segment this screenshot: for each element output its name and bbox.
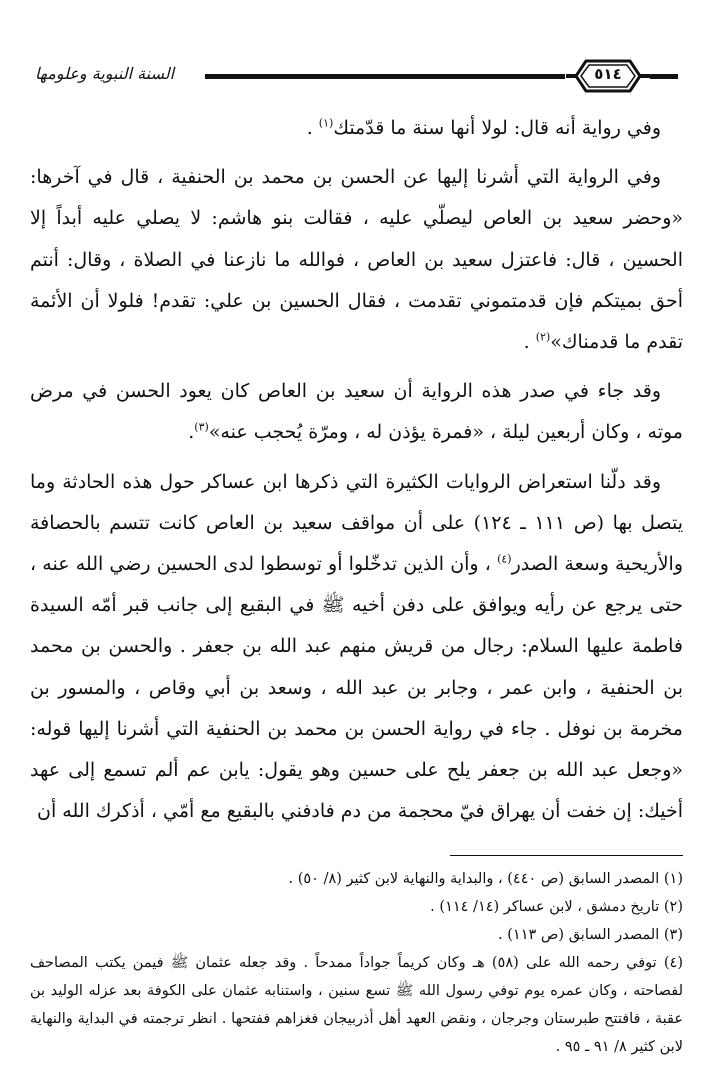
footnote-ref-1: (١) <box>318 116 334 130</box>
paragraph-1-end: . <box>306 117 319 139</box>
paragraph-4 <box>30 462 683 833</box>
paragraph-1 <box>30 108 683 149</box>
paragraph-3-end: . <box>188 421 195 444</box>
footnotes <box>30 865 683 1061</box>
paragraph-4-text-b: ، وأن الذين تدخّلوا أو توسطوا لدى الحسين رضي الله عنه ، حتى يرجع عن رأيه ويوافق على دفن أخيه ﷺ في البقيع إلى جانب قبر أمّه السيدة فاطمة عليها السلام: رجال من قريش منهم عبد الله بن جعفر . والحسن بن محمد بن الحنفية ، وابن عمر ، وجابر بن عبد الله ، وسعد بن أبي وقاص ، والمسور بن مخرمة بن نوفل . جاء في رواية الحسن بن محمد بن الحنفية التي أشرنا إليها قوله: «وجعل عبد الله بن جعفر يلح على حسين وهو يقول: يابن عم ألم تسمع إلى عهد أخيك: إن خفت أن يهراق فيّ محجمة من دم فادفني بالبقيع مع أمّي ، أذكرك الله أن <box>30 553 683 823</box>
paragraph-2-text: وفي الرواية التي أشرنا إليها عن الحسن بن محمد بن الحنفية ، قال في آخرها: «وحضر سعيد بن العاص ليصلّي عليه ، فقالت بنو هاشم: لا يصلي عليه أبداً إلا الحسين ، قال: فاعتزل سعيد بن العاص ، فوالله ما نازعنا في الصلاة ، وقال: أنتم أحق بميتكم فإن قدمتموني تقدمت ، فقال الحسين بن علي: تقدم! فلولا أن الأئمة تقدم ما قدمناك» <box>30 166 683 354</box>
footnote-separator <box>450 855 683 856</box>
paragraph-2 <box>30 157 683 363</box>
footnote-ref-2: (٢) <box>535 330 551 344</box>
footnote-2: (٢) تاريخ دمشق ، لابن عساكر (١٤/ ١١٤) . <box>430 899 683 915</box>
paragraph-4-text-a: وقد دلّنا استعراض الروايات الكثيرة التي ذكرها ابن عساكر حول هذه الحادثة وما يتصل بها (ص ١١١ ـ ١٢٤) على أن مواقف سعيد بن العاص كانت تتسم بالحصافة والأريحية وسعة الصدر <box>30 470 683 576</box>
footnote-3: (٣) المصدر السابق (ص ١١٣) . <box>498 927 683 943</box>
page-header <box>0 52 713 102</box>
header-rule-right <box>650 74 678 79</box>
header-rule <box>205 74 565 79</box>
footnote-ref-3: (٣) <box>194 421 209 435</box>
running-head: السنة النبوية وعلومها <box>35 64 175 83</box>
paragraph-1-text: وفي رواية أنه قال: لولا أنها سنة ما قدّمتك <box>333 117 661 139</box>
page-number: ٥١٤ <box>594 65 622 83</box>
body-text <box>30 108 683 832</box>
paragraph-3 <box>30 371 683 453</box>
footnote-1: (١) المصدر السابق (ص ٤٤٠) ، والبداية والنهاية لابن كثير (٨/ ٥٠) . <box>288 871 683 887</box>
paragraph-3-text: وقد جاء في صدر هذه الرواية أن سعيد بن العاص كان يعود الحسن في مرض موته ، وكان أربعين ليلة ، «فمرة يؤذن له ، ومرّة يُحجب عنه» <box>30 380 683 444</box>
footnote-ref-4: (٤) <box>497 552 512 566</box>
footnote-4: (٤) توفي رحمه الله على (٥٨) هـ وكان كريماً جواداً ممدحاً . وقد جعله عثمان ﷺ فيمن يكتب المصاحف لفصاحته ، وكان عمره يوم توفي رسول الله ﷺ تسع سنين ، واستنابه عثمان على الكوفة بعد عزله الوليد بن عقبة ، فافتتح طبرستان وجرجان ، ونقض العهد أهل أذربيجان فغزاهم ففتحها . انظر ترجمته في البداية والنهاية لابن كثير ٨/ ٩١ ـ ٩٥ . <box>30 955 683 1055</box>
page-number-ornament <box>566 57 650 95</box>
paragraph-2-end: . <box>523 331 536 354</box>
